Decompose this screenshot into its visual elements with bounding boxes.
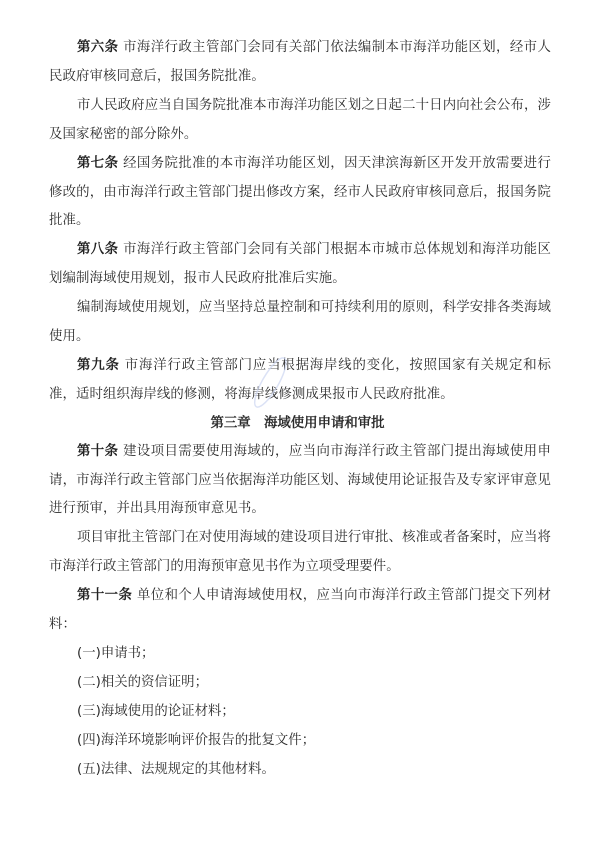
article-text: 经国务院批准的本市海洋功能区划，因天津滨海新区开发开放需要进行修改的，由市海洋行政主管部门提出修改方案，经市人民政府审核同意后，报国务院批准。: [49, 156, 551, 229]
list-item: (四)海洋环境影响评价报告的批复文件；: [77, 733, 316, 748]
article-heading: 第十条: [77, 444, 119, 459]
article-text: 建设项目需要使用海域的，应当向市海洋行政主管部门提出海域使用申请，市海洋行政主管部门应当依据海洋功能区划、海域使用论证报告及专家评审意见进行预审，并出具用海预审意见书。: [49, 444, 551, 517]
article-text: 项目审批主管部门在对使用海域的建设项目进行审批、核准或者备案时，应当将市海洋行政主管部门的用海预审意见书作为立项受理要件。: [49, 530, 551, 574]
article-heading: 第八条: [77, 242, 119, 257]
article-text: 编制海域使用规划，应当坚持总量控制和可持续利用的原则，科学安排各类海域使用。: [49, 300, 551, 344]
article-8: [49, 236, 551, 293]
article-6-paragraph-2: [49, 92, 551, 149]
article-10: [49, 438, 551, 524]
article-text: 市海洋行政主管部门应当根据海岸线的变化，按照国家有关规定和标准，适时组织海岸线的修测，将海岸线修测成果报市人民政府批准。: [49, 358, 551, 402]
article-text: 市人民政府应当自国务院批准本市海洋功能区划之日起二十日内向社会公布，涉及国家秘密的部分除外。: [49, 98, 551, 142]
article-text: 单位和个人申请海域使用权，应当向市海洋行政主管部门提交下列材料：: [49, 588, 552, 632]
chapter-title: 第三章 海域使用申请和审批: [210, 416, 385, 431]
article-text: 市海洋行政主管部门会同有关部门根据本市城市总体规划和海洋功能区划编制海域使用规划，报市人民政府批准后实施。: [49, 242, 551, 286]
article-heading: 第九条: [77, 358, 120, 373]
list-item: (一)申请书；: [77, 646, 155, 661]
article-10-paragraph-2: [49, 524, 551, 581]
list-item: (五)法律、法规规定的其他材料。: [77, 762, 275, 777]
article-heading: 第七条: [77, 156, 119, 171]
article-8-paragraph-2: [49, 294, 551, 351]
article-11: [49, 582, 551, 639]
article-6: [49, 34, 551, 91]
article-heading: 第六条: [77, 40, 119, 55]
article-7: [49, 150, 551, 236]
list-item: (二)相关的资信证明；: [77, 675, 208, 690]
list-item: (三)海域使用的论证材料；: [77, 704, 235, 719]
article-heading: 第十一条: [77, 588, 133, 603]
article-text: 市海洋行政主管部门会同有关部门依法编制本市海洋功能区划，经市人民政府审核同意后，报国务院批准。: [49, 40, 551, 84]
